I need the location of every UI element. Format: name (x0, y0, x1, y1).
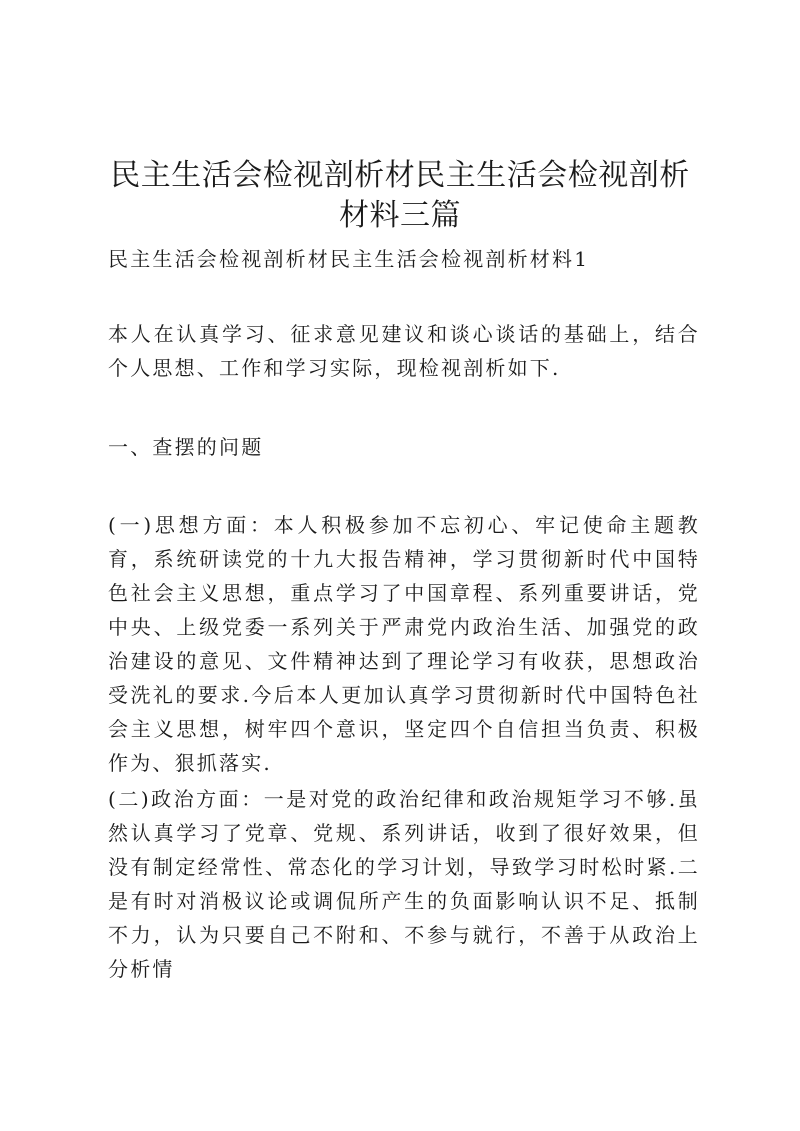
intro-paragraph: 本人在认真学习、征求意见建议和谈心谈话的基础上，结合个人思想、工作和学习实际，现检视剖析如下. (108, 322, 700, 380)
section-heading: 一、查摆的问题 (108, 435, 264, 459)
thought-paragraph: (一)思想方面：本人积极参加不忘初心、牢记使命主题教育，系统研读党的十九大报告精神，学习贯彻新时代中国特色社会主义思想，重点学习了中国章程、系列重要讲话，党中央、上级党委一系列关于严肃党内政治生活、加强党的政治建设的意见、文件精神达到了理论学习有收获，思想政治受洗礼的要求.今后本人更加认真学习贯彻新时代中国特色社会主义思想，树牢四个意识，坚定四个自信担当负责、积极作为、狠抓落实. (108, 513, 700, 775)
document-subtitle: 民主生活会检视剖析材民主生活会检视剖析材料1 (108, 247, 590, 271)
document-title: 民主生活会检视剖析材民主生活会检视剖析材料三篇 (110, 158, 690, 233)
politics-paragraph: (二)政治方面：一是对党的政治纪律和政治规矩学习不够.虽然认真学习了党章、党规、系列讲话，收到了很好效果，但没有制定经常性、常态化的学习计划，导致学习时松时紧.二是有时对消极议论或调侃所产生的负面影响认识不足、抵制不力，认为只要自己不附和、不参与就行，不善于从政治上分析情 (108, 787, 700, 981)
